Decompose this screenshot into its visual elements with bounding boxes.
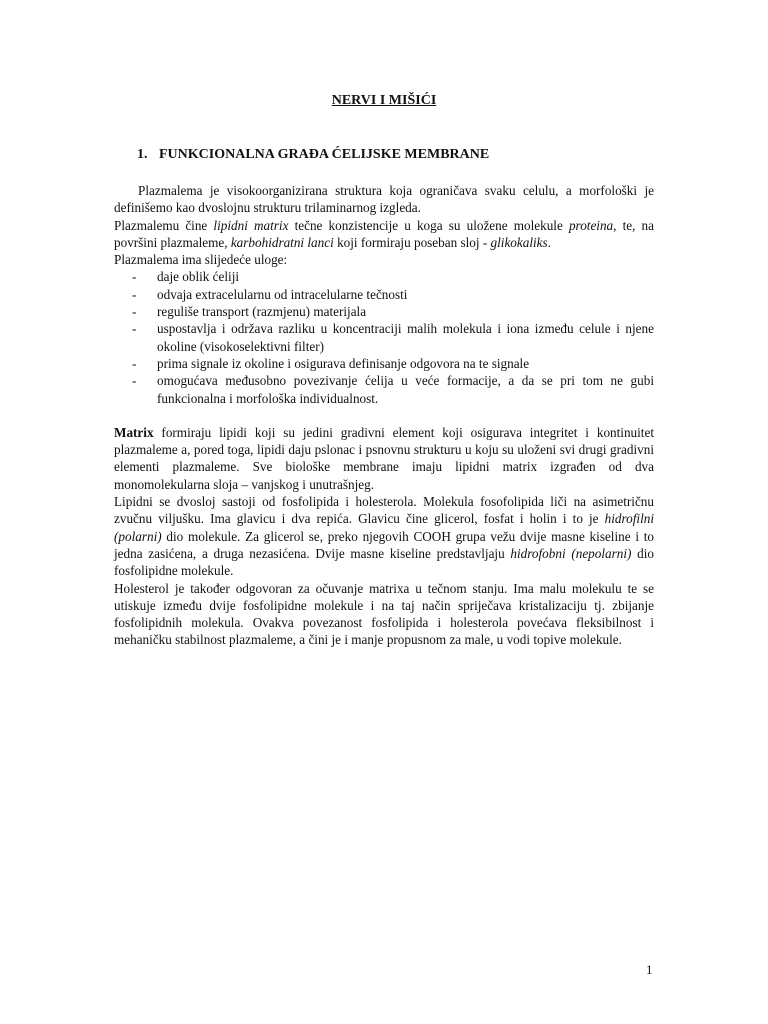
text-run: , te, na površini plazmaleme,	[114, 217, 654, 250]
section-number: 1.	[137, 147, 148, 162]
list-item	[114, 286, 654, 303]
text-run: tečne konzistencije u koga su uložene molekule	[288, 217, 569, 233]
paragraph-roles-intro: Plazmalema ima slijedeće uloge:	[114, 252, 288, 268]
paragraph-matrix	[114, 424, 654, 493]
italic-term: lipidni matrix	[213, 217, 289, 233]
text-run: formiraju lipidi koji su jedini gradivni element koji osigurava integritet i kontinuitet plazmaleme a, pored toga, lipidi daju pslonac i psnovnu strukturu u koju su uloženi svi drugi gradivni elementi plazmaleme. Sve biološke membrane imaju lipidni matrix izgrađen od dva monomolekularna sloja – vanjskog i unutrašnjeg.	[114, 424, 654, 492]
italic-term: proteina	[568, 217, 614, 233]
list-item	[114, 372, 654, 407]
list-item-text: reguliše transport (razmjenu) materijala	[157, 304, 367, 320]
italic-term: karbohidratni lanci	[230, 234, 334, 250]
text-run: .	[547, 234, 551, 250]
list-item	[114, 268, 654, 285]
text-run: dio fosfolipidne molekule.	[114, 545, 654, 579]
roles-list	[114, 268, 654, 406]
list-dash: -	[132, 321, 137, 337]
list-dash: -	[132, 373, 137, 389]
list-item-text: prima signale iz okoline i osigurava definisanje odgovora na te signale	[157, 355, 530, 371]
list-item-text: daje oblik ćeliji	[157, 269, 240, 285]
italic-term: hidrofilni (polarni)	[114, 511, 654, 544]
page-number: 1	[646, 962, 653, 977]
list-item	[114, 303, 654, 320]
list-item-text: odvaja extracelularnu od intracelularne tečnosti	[157, 286, 408, 302]
document-body	[114, 182, 654, 649]
text-run: koji formiraju poseban sloj -	[333, 234, 491, 250]
list-item	[114, 355, 654, 372]
bold-term: Matrix	[114, 424, 154, 440]
list-item	[114, 320, 654, 355]
list-item-text: uspostavlja i održava razliku u koncentraciji malih molekula i iona između celule i njene okoline (visokoselektivni filter)	[157, 321, 654, 354]
list-item-text: omogućava međusobno povezivanje ćelija u veće formacije, a da se pri tom ne gubi funkcionalna i morfološka individualnost.	[157, 373, 654, 406]
paragraph-plazmalema: Plazmalema je visokoorganizirana struktura koja ograničava svaku celulu, a morfološki je definišemo kao dvoslojnu strukturu trilaminarnog izgleda.	[114, 183, 654, 216]
italic-term: glikokaliks	[490, 234, 548, 250]
document-title: NERVI I MIŠIĆI	[331, 93, 437, 108]
paragraph-lipidi	[114, 493, 654, 579]
section-heading	[137, 147, 489, 163]
text-run: dio molekule. Za glicerol se, preko njegovih COOH grupa vežu dvije masne kiseline i to jedna zasićena, a druga nezasićena. Dvije masne kiseline predstavljaju	[114, 528, 654, 561]
paragraph-composition	[114, 217, 654, 252]
list-dash: -	[132, 355, 137, 371]
text-run: Plazmalemu čine	[114, 217, 214, 233]
list-dash: -	[132, 286, 137, 302]
text-run: Lipidni se dvosloj sastoji od fosfolipida i holesterola. Molekula fosofolipida liči na asimetričnu zvučnu viljušku. Ima glavicu i dva repića. Glavicu čine glicerol, fosfat i holin i to je	[114, 494, 654, 527]
list-dash: -	[132, 269, 137, 285]
list-dash: -	[132, 304, 137, 320]
italic-term: hidrofobni (nepolarni)	[510, 545, 632, 561]
section-heading-text: FUNKCIONALNA GRAĐA ĆELIJSKE MEMBRANE	[159, 147, 490, 162]
paragraph-holesterol: Holesterol je također odgovoran za očuvanje matrixa u tečnom stanju. Ima malu molekulu te se utiskuje između dvije fosfolipidne molekule i na taj način spriječava kristalizaciju tj. zbijanje fosfolipidnih molekula. Ovakva povezanost fosfolipida i holesterola povećava fleksibilnost i mehaničku stabilnost plazmaleme, a čini je i manje propusnom za male, u vodi topive molekule.	[114, 580, 654, 648]
